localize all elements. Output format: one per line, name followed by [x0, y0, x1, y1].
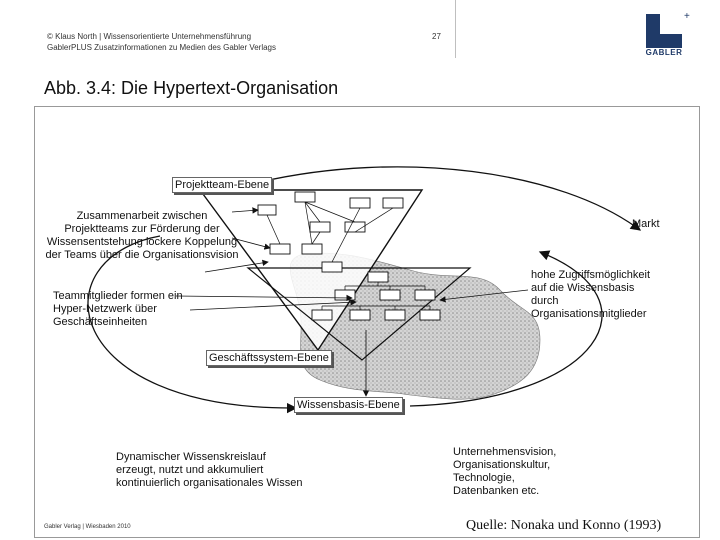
wissensbasis-ebene-label: Wissensbasis-Ebene	[294, 397, 403, 413]
source-citation: Quelle: Nonaka und Konno (1993)	[466, 518, 662, 533]
markt-text: Markt	[632, 218, 660, 230]
star-icon: +	[684, 11, 690, 22]
teammitglieder-text: Teammitglieder formen ein Hyper-Netzwerk über Geschäftseinheiten	[53, 290, 183, 328]
page-title: Abb. 3.4: Die Hypertext-Organisation	[44, 78, 339, 98]
page-number: 27	[432, 32, 441, 41]
publisher-footer: Gabler Verlag | Wiesbaden 2010	[44, 524, 131, 530]
zugriff-text: hohe Zugriffsmöglichkeit auf die Wissensbasis durch Organisationsmitglieder	[531, 269, 651, 320]
zusammenarbeit-text: Zusammenarbeit zwischen Projektteams zur Förderung der Wissensentstehung lockere Koppelung der Teams über die Organisationsvision	[45, 210, 239, 261]
header-publisher-line: GablerPLUS Zusatzinformationen zu Medien des Gabler Verlags	[47, 43, 277, 52]
header-author-line: © Klaus North | Wissensorientierte Unternehmensführung	[47, 32, 252, 41]
gabler-logo-text: GABLER	[645, 48, 683, 57]
unternehmensvision-text: Unternehmensvision, Organisationskultur, Technologie, Datenbanken etc.	[453, 446, 557, 497]
wissenskreislauf-text: Dynamischer Wissenskreislauf erzeugt, nutzt und akkumuliert kontinuierlich organisationales Wissen	[116, 451, 303, 489]
projektteam-ebene-label: Projektteam-Ebene	[172, 177, 272, 193]
geschaeftssystem-ebene-label: Geschäftssystem-Ebene	[206, 350, 332, 366]
